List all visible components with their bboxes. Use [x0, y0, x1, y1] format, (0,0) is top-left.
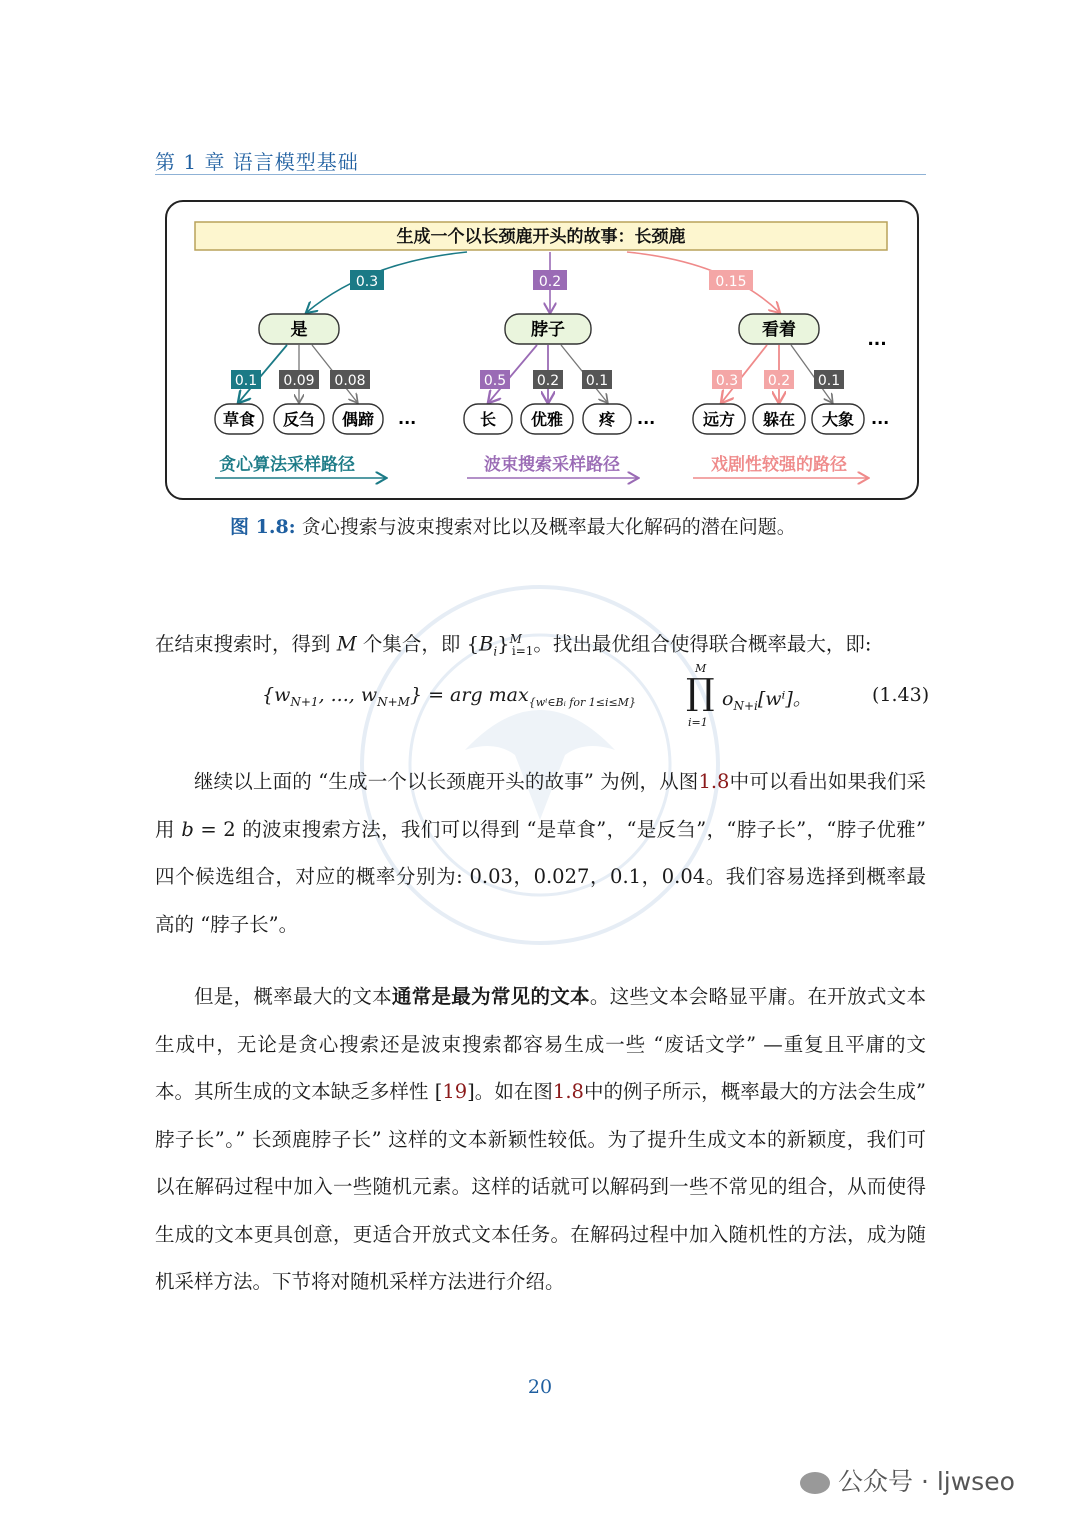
wechat-watermark: 公众号 · ljwseo	[800, 1462, 1015, 1498]
paragraph-2: 继续以上面的 “生成一个以长颈鹿开头的故事” 为例，从图1.8中可以看出如果我们采用 b = 2 的波束搜索方法，我们可以得到 “是草食”，“是反刍”，“脖子长”，“脖子优雅” 四个候选组合，对应的概率分别为: 0.03，0.027，0.1，0.04。我们容易选择到概率最高的 “脖子长”。	[155, 770, 926, 936]
header-rule	[155, 174, 926, 175]
prob-badge: 0.1	[585, 373, 609, 389]
wechat-icon	[800, 1472, 830, 1494]
ellipsis: ...	[867, 330, 887, 350]
node-word: 躲在	[762, 410, 796, 429]
ellipsis: ...	[871, 409, 890, 428]
prob-badge: 0.2	[538, 274, 562, 290]
prob-badge: 0.09	[283, 373, 315, 389]
chapter-header: 第 1 章 语言模型基础	[155, 150, 359, 174]
ellipsis: ...	[398, 409, 417, 428]
equation-number: (1.43)	[872, 684, 930, 706]
prob-badge: 0.1	[234, 373, 258, 389]
paragraph-3: 但是，概率最大的文本通常是最为常见的文本。这些文本会略显平庸。在开放式文本生成中，无论是贪心搜索还是波束搜索都容易生成一些 “废话文学” —重复且平庸的文本。其所生成的文本缺乏多样性 [19]。如在图1.8中的例子所示，概率最大的方法会生成” 脖子长”。” 长颈鹿脖子长” 这样的文本新颖性较低。为了提升生成文本的新颖度，我们可以在解码过程中加入一些随机元素。这样的话就可以解码到一些不常见的组合，从而使得生成的文本更具创意，更适合开放式文本任务。在解码过程中加入随机性的方法，成为随机采样方法。下节将对随机采样方法进行介绍。	[155, 985, 926, 1293]
figure-caption	[230, 512, 796, 539]
caption-text: 贪心搜索与波束搜索对比以及概率最大化解码的潜在问题。	[295, 516, 796, 538]
prob-badge: 0.2	[536, 373, 560, 389]
figure-reference-link[interactable]: 1.8	[698, 770, 730, 793]
node-word: 是	[290, 320, 308, 340]
node-word: 偶蹄	[341, 410, 375, 429]
figure-reference-link[interactable]: 1.8	[552, 1080, 584, 1103]
emphasis-text: 通常是最为常见的文本	[391, 985, 590, 1008]
node-word: 草食	[222, 410, 256, 429]
citation-link[interactable]: 19	[442, 1080, 468, 1103]
path-label-beam: 波束搜索采样路径	[484, 455, 620, 475]
paragraph-1: 在结束搜索时，得到 M 个集合，即 $\{B_i\}^M_{i=1}$。找出最优组合使得联合概率最大，即:	[155, 632, 872, 659]
prob-badge: 0.3	[715, 373, 739, 389]
beam-search-diagram	[167, 202, 917, 498]
node-word: 大象	[821, 410, 855, 429]
node-word: 看着	[762, 320, 796, 340]
node-word: 脖子	[531, 320, 565, 340]
ellipsis: ...	[637, 409, 656, 428]
prob-badge: 0.2	[767, 373, 791, 389]
path-label-greedy: 贪心算法采样路径	[219, 455, 355, 475]
node-word: 反刍	[282, 410, 316, 429]
node-word: 优雅	[530, 410, 564, 429]
figure-box	[165, 200, 919, 500]
node-word: 长	[479, 410, 497, 429]
prob-badge: 0.3	[355, 274, 379, 290]
page-number: 20	[527, 1376, 553, 1398]
caption-label: 图 1.8:	[230, 516, 296, 538]
prob-badge: 0.15	[715, 274, 747, 290]
prob-badge: 0.5	[483, 373, 507, 389]
path-label-dramatic: 戏剧性较强的路径	[711, 455, 847, 475]
node-word: 远方	[702, 410, 736, 429]
prompt-text: 生成一个以长颈鹿开头的故事：长颈鹿	[396, 227, 686, 247]
prob-badge: 0.1	[817, 373, 841, 389]
node-word: 疼	[598, 410, 616, 429]
prob-badge: 0.08	[334, 373, 366, 389]
